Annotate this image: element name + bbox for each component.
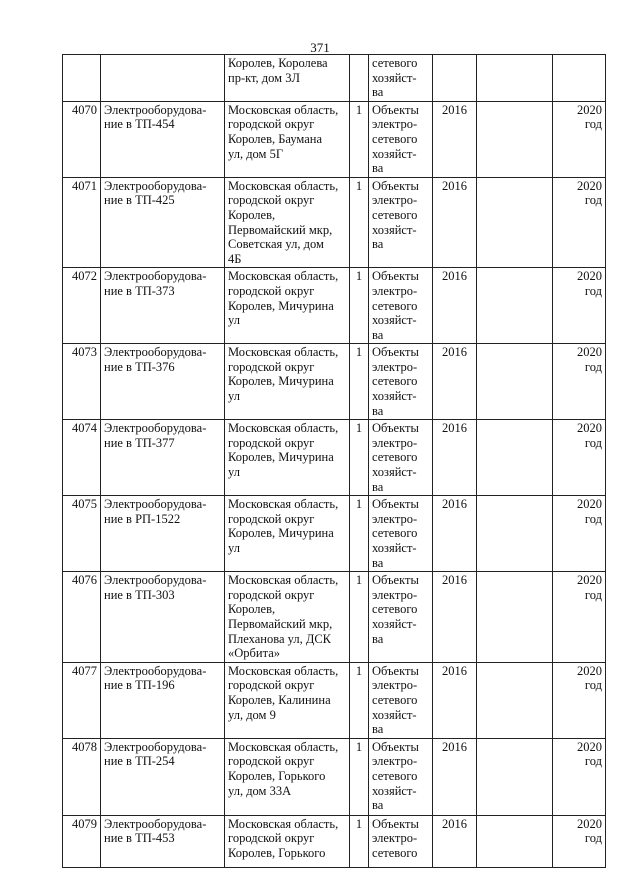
quantity: 1 [350,101,369,177]
extra-info [477,55,553,102]
quantity: 1 [350,738,369,815]
deadline: 2020 год [553,344,606,420]
deadline [553,55,606,102]
row-number: 4079 [63,815,101,867]
row-number: 4073 [63,344,101,420]
deadline: 2020 год [553,572,606,663]
extra-info [477,268,553,344]
year: 2016 [433,815,477,867]
table-row [63,420,606,496]
row-number: 4078 [63,738,101,815]
equipment-name: Электрооборудова- ние в ТП-453 [101,815,225,867]
row-number: 4070 [63,101,101,177]
object-type: Объекты электро- сетевого хозяйст- ва [369,268,433,344]
address: Московская область, городской округ Королев, Мичурина ул [225,420,350,496]
year: 2016 [433,496,477,572]
year: 2016 [433,738,477,815]
equipment-name [101,55,225,102]
equipment-name: Электрооборудова- ние в ТП-254 [101,738,225,815]
quantity: 1 [350,420,369,496]
equipment-name: Электрооборудова- ние в ТП-377 [101,420,225,496]
row-number: 4074 [63,420,101,496]
object-type: Объекты электро- сетевого хозяйст- ва [369,177,433,268]
extra-info [477,101,553,177]
address: Московская область, городской округ Королев, Горького [225,815,350,867]
extra-info [477,815,553,867]
row-number: 4077 [63,662,101,738]
quantity: 1 [350,268,369,344]
year: 2016 [433,268,477,344]
object-type: Объекты электро- сетевого хозяйст- ва [369,496,433,572]
equipment-name: Электрооборудова- ние в ТП-373 [101,268,225,344]
object-type: Объекты электро- сетевого хозяйст- ва [369,572,433,663]
object-type: Объекты электро- сетевого хозяйст- ва [369,344,433,420]
extra-info [477,420,553,496]
year: 2016 [433,177,477,268]
year [433,55,477,102]
deadline: 2020 год [553,738,606,815]
address: Московская область, городской округ Королев, Мичурина ул [225,268,350,344]
address: Королев, Королева пр-кт, дом 3Л [225,55,350,102]
year: 2016 [433,662,477,738]
object-type: Объекты электро- сетевого хозяйст- ва [369,738,433,815]
year: 2016 [433,344,477,420]
equipment-name: Электрооборудова- ние в ТП-376 [101,344,225,420]
table-row [63,662,606,738]
table-row [63,101,606,177]
equipment-name: Электрооборудова- ние в ТП-196 [101,662,225,738]
equipment-name: Электрооборудова- ние в ТП-303 [101,572,225,663]
quantity: 1 [350,177,369,268]
object-type: Объекты электро- сетевого хозяйст- ва [369,101,433,177]
year: 2016 [433,101,477,177]
equipment-name: Электрооборудова- ние в ТП-454 [101,101,225,177]
deadline: 2020 год [553,101,606,177]
address: Московская область, городской округ Королев, Первомайский мкр, Советская ул, дом 4Б [225,177,350,268]
quantity: 1 [350,496,369,572]
address: Московская область, городской округ Королев, Первомайский мкр, Плеханова ул, ДСК «Орбита» [225,572,350,663]
address: Московская область, городской округ Королев, Баумана ул, дом 5Г [225,101,350,177]
equipment-name: Электрооборудова- ние в ТП-425 [101,177,225,268]
table-row [63,55,606,102]
address: Московская область, городской округ Королев, Калинина ул, дом 9 [225,662,350,738]
object-type: Объекты электро- сетевого хозяйст- ва [369,662,433,738]
address: Московская область, городской округ Королев, Горького ул, дом 33А [225,738,350,815]
deadline: 2020 год [553,177,606,268]
property-registry-table [62,54,606,868]
table-row [63,572,606,663]
object-type: Объекты электро- сетевого хозяйст- ва [369,420,433,496]
extra-info [477,177,553,268]
row-number: 4071 [63,177,101,268]
row-number [63,55,101,102]
object-type: сетевого хозяйст- ва [369,55,433,102]
table-row [63,177,606,268]
quantity: 1 [350,344,369,420]
equipment-name: Электрооборудова- ние в РП-1522 [101,496,225,572]
deadline: 2020 год [553,268,606,344]
deadline: 2020 год [553,496,606,572]
quantity [350,55,369,102]
table-row [63,268,606,344]
address: Московская область, городской округ Королев, Мичурина ул [225,496,350,572]
row-number: 4076 [63,572,101,663]
year: 2016 [433,572,477,663]
quantity: 1 [350,572,369,663]
extra-info [477,496,553,572]
row-number: 4072 [63,268,101,344]
deadline: 2020 год [553,662,606,738]
table-row [63,815,606,867]
extra-info [477,662,553,738]
address: Московская область, городской округ Королев, Мичурина ул [225,344,350,420]
row-number: 4075 [63,496,101,572]
quantity: 1 [350,662,369,738]
table-row [63,738,606,815]
table-row [63,496,606,572]
quantity: 1 [350,815,369,867]
page-number: 371 [310,40,330,55]
table-row [63,344,606,420]
extra-info [477,738,553,815]
deadline: 2020 год [553,815,606,867]
extra-info [477,344,553,420]
year: 2016 [433,420,477,496]
deadline: 2020 год [553,420,606,496]
extra-info [477,572,553,663]
object-type: Объекты электро- сетевого [369,815,433,867]
